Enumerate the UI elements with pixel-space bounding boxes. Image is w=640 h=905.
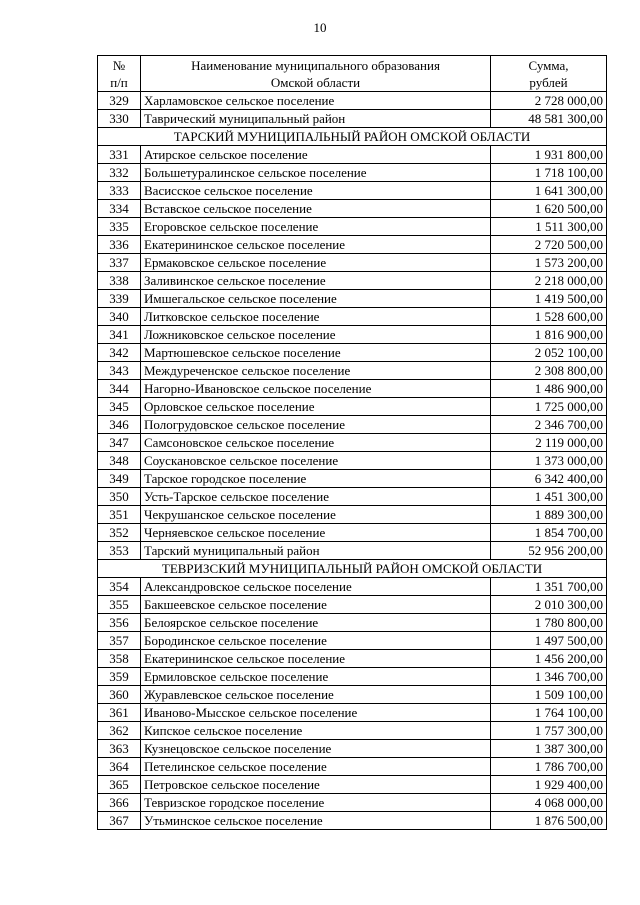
section-title: ТАРСКИЙ МУНИЦИПАЛЬНЫЙ РАЙОН ОМСКОЙ ОБЛАСТИ xyxy=(98,128,607,146)
row-number: 349 xyxy=(98,470,141,488)
amount-rubles: 1 456 200,00 xyxy=(491,650,607,668)
amount-rubles: 1 757 300,00 xyxy=(491,722,607,740)
table-row xyxy=(98,704,607,722)
table-row xyxy=(98,254,607,272)
municipality-name: Александровское сельское поселение xyxy=(141,578,491,596)
municipality-name: Вставское сельское поселение xyxy=(141,200,491,218)
municipality-name: Пологрудовское сельское поселение xyxy=(141,416,491,434)
table-row xyxy=(98,614,607,632)
table-row xyxy=(98,146,607,164)
amount-rubles: 1 718 100,00 xyxy=(491,164,607,182)
table-row xyxy=(98,308,607,326)
row-number: 333 xyxy=(98,182,141,200)
section-header-row xyxy=(98,560,607,578)
row-number: 339 xyxy=(98,290,141,308)
amount-rubles: 6 342 400,00 xyxy=(491,470,607,488)
amount-rubles: 1 486 900,00 xyxy=(491,380,607,398)
table-row xyxy=(98,452,607,470)
municipality-name: Таврический муниципальный район xyxy=(141,110,491,128)
municipality-name: Журавлевское сельское поселение xyxy=(141,686,491,704)
row-number: 361 xyxy=(98,704,141,722)
amount-rubles: 1 509 100,00 xyxy=(491,686,607,704)
municipality-name: Иваново-Мысское сельское поселение xyxy=(141,704,491,722)
amount-rubles: 1 387 300,00 xyxy=(491,740,607,758)
municipality-name: Черняевское сельское поселение xyxy=(141,524,491,542)
municipality-name: Междуреченское сельское поселение xyxy=(141,362,491,380)
row-number: 342 xyxy=(98,344,141,362)
table-row xyxy=(98,758,607,776)
table-row xyxy=(98,344,607,362)
amount-rubles: 1 786 700,00 xyxy=(491,758,607,776)
header-sum-line2: рублей xyxy=(529,74,568,90)
municipality-name: Атирское сельское поселение xyxy=(141,146,491,164)
row-number: 347 xyxy=(98,434,141,452)
header-name xyxy=(141,56,491,92)
row-number: 367 xyxy=(98,812,141,830)
municipality-name: Тевризское городское поселение xyxy=(141,794,491,812)
table-body xyxy=(98,92,607,830)
header-sum xyxy=(491,56,607,92)
row-number: 357 xyxy=(98,632,141,650)
row-number: 334 xyxy=(98,200,141,218)
table-row xyxy=(98,362,607,380)
row-number: 332 xyxy=(98,164,141,182)
table-row xyxy=(98,686,607,704)
row-number: 360 xyxy=(98,686,141,704)
municipality-name: Кипское сельское поселение xyxy=(141,722,491,740)
amount-rubles: 1 929 400,00 xyxy=(491,776,607,794)
municipality-name: Чекрушанское сельское поселение xyxy=(141,506,491,524)
table-row xyxy=(98,236,607,254)
table-row xyxy=(98,434,607,452)
table-row xyxy=(98,488,607,506)
amount-rubles: 1 725 000,00 xyxy=(491,398,607,416)
row-number: 363 xyxy=(98,740,141,758)
allocation-table xyxy=(97,55,607,830)
municipality-name: Большетуралинское сельское поселение xyxy=(141,164,491,182)
table-row xyxy=(98,272,607,290)
amount-rubles: 1 497 500,00 xyxy=(491,632,607,650)
municipality-name: Петровское сельское поселение xyxy=(141,776,491,794)
row-number: 330 xyxy=(98,110,141,128)
table-row xyxy=(98,740,607,758)
municipality-name: Васисское сельское поселение xyxy=(141,182,491,200)
amount-rubles: 1 528 600,00 xyxy=(491,308,607,326)
table-row xyxy=(98,470,607,488)
municipality-name: Тарское городское поселение xyxy=(141,470,491,488)
municipality-name: Петелинское сельское поселение xyxy=(141,758,491,776)
row-number: 359 xyxy=(98,668,141,686)
amount-rubles: 1 451 300,00 xyxy=(491,488,607,506)
municipality-name: Ермаковское сельское поселение xyxy=(141,254,491,272)
row-number: 354 xyxy=(98,578,141,596)
table-row xyxy=(98,812,607,830)
municipality-name: Егоровское сельское поселение xyxy=(141,218,491,236)
section-header-row xyxy=(98,128,607,146)
amount-rubles: 2 052 100,00 xyxy=(491,344,607,362)
section-title: ТЕВРИЗСКИЙ МУНИЦИПАЛЬНЫЙ РАЙОН ОМСКОЙ ОБЛАСТИ xyxy=(98,560,607,578)
row-number: 329 xyxy=(98,92,141,110)
row-number: 348 xyxy=(98,452,141,470)
amount-rubles: 1 764 100,00 xyxy=(491,704,607,722)
municipality-name: Имшегальское сельское поселение xyxy=(141,290,491,308)
row-number: 346 xyxy=(98,416,141,434)
municipality-name: Белоярское сельское поселение xyxy=(141,614,491,632)
municipality-name: Тарский муниципальный район xyxy=(141,542,491,560)
row-number: 336 xyxy=(98,236,141,254)
table-row xyxy=(98,578,607,596)
amount-rubles: 2 728 000,00 xyxy=(491,92,607,110)
municipality-name: Ермиловское сельское поселение xyxy=(141,668,491,686)
row-number: 353 xyxy=(98,542,141,560)
municipality-name: Усть-Тарское сельское поселение xyxy=(141,488,491,506)
amount-rubles: 1 373 000,00 xyxy=(491,452,607,470)
municipality-name: Нагорно-Ивановское сельское поселение xyxy=(141,380,491,398)
amount-rubles: 2 346 700,00 xyxy=(491,416,607,434)
row-number: 343 xyxy=(98,362,141,380)
amount-rubles: 1 346 700,00 xyxy=(491,668,607,686)
amount-rubles: 1 854 700,00 xyxy=(491,524,607,542)
row-number: 355 xyxy=(98,596,141,614)
row-number: 335 xyxy=(98,218,141,236)
table-row xyxy=(98,722,607,740)
row-number: 350 xyxy=(98,488,141,506)
municipality-name: Екатерининское сельское поселение xyxy=(141,650,491,668)
row-number: 352 xyxy=(98,524,141,542)
row-number: 331 xyxy=(98,146,141,164)
row-number: 345 xyxy=(98,398,141,416)
amount-rubles: 48 581 300,00 xyxy=(491,110,607,128)
table-row xyxy=(98,110,607,128)
header-name-line2: Омской области xyxy=(270,74,361,90)
table-row xyxy=(98,92,607,110)
header-name-line1: Наименование муниципального образования xyxy=(191,57,440,73)
row-number: 337 xyxy=(98,254,141,272)
row-number: 341 xyxy=(98,326,141,344)
table-row xyxy=(98,218,607,236)
amount-rubles: 2 308 800,00 xyxy=(491,362,607,380)
header-number-line2: п/п xyxy=(110,74,128,90)
amount-rubles: 1 641 300,00 xyxy=(491,182,607,200)
table-row xyxy=(98,632,607,650)
header-sum-line1: Сумма, xyxy=(528,57,569,73)
municipality-name: Бакшеевское сельское поселение xyxy=(141,596,491,614)
amount-rubles: 1 931 800,00 xyxy=(491,146,607,164)
row-number: 338 xyxy=(98,272,141,290)
municipality-name: Мартюшевское сельское поселение xyxy=(141,344,491,362)
municipality-name: Соускановское сельское поселение xyxy=(141,452,491,470)
amount-rubles: 1 889 300,00 xyxy=(491,506,607,524)
row-number: 365 xyxy=(98,776,141,794)
municipality-name: Утьминское сельское поселение xyxy=(141,812,491,830)
municipality-name: Харламовское сельское поселение xyxy=(141,92,491,110)
amount-rubles: 1 511 300,00 xyxy=(491,218,607,236)
table-row xyxy=(98,164,607,182)
municipality-name: Литковское сельское поселение xyxy=(141,308,491,326)
table-row xyxy=(98,524,607,542)
municipality-name: Кузнецовское сельское поселение xyxy=(141,740,491,758)
table-row xyxy=(98,650,607,668)
municipality-name: Орловское сельское поселение xyxy=(141,398,491,416)
header-number-line1: № xyxy=(112,57,126,73)
page-number: 10 xyxy=(313,20,327,35)
amount-rubles: 2 720 500,00 xyxy=(491,236,607,254)
amount-rubles: 1 351 700,00 xyxy=(491,578,607,596)
table-row xyxy=(98,776,607,794)
amount-rubles: 2 119 000,00 xyxy=(491,434,607,452)
table-row xyxy=(98,506,607,524)
row-number: 351 xyxy=(98,506,141,524)
amount-rubles: 1 620 500,00 xyxy=(491,200,607,218)
row-number: 358 xyxy=(98,650,141,668)
table-row xyxy=(98,200,607,218)
table-row xyxy=(98,326,607,344)
table-row xyxy=(98,668,607,686)
table-row xyxy=(98,398,607,416)
header-row xyxy=(98,56,607,92)
amount-rubles: 1 876 500,00 xyxy=(491,812,607,830)
amount-rubles: 1 780 800,00 xyxy=(491,614,607,632)
municipality-name: Екатерининское сельское поселение xyxy=(141,236,491,254)
municipality-name: Бородинское сельское поселение xyxy=(141,632,491,650)
table-row xyxy=(98,290,607,308)
table-row xyxy=(98,794,607,812)
municipality-name: Ложниковское сельское поселение xyxy=(141,326,491,344)
amount-rubles: 4 068 000,00 xyxy=(491,794,607,812)
row-number: 366 xyxy=(98,794,141,812)
municipality-name: Самсоновское сельское поселение xyxy=(141,434,491,452)
table-row xyxy=(98,416,607,434)
row-number: 356 xyxy=(98,614,141,632)
amount-rubles: 2 010 300,00 xyxy=(491,596,607,614)
table-row xyxy=(98,380,607,398)
amount-rubles: 1 419 500,00 xyxy=(491,290,607,308)
table-row xyxy=(98,542,607,560)
row-number: 344 xyxy=(98,380,141,398)
row-number: 340 xyxy=(98,308,141,326)
amount-rubles: 1 573 200,00 xyxy=(491,254,607,272)
amount-rubles: 1 816 900,00 xyxy=(491,326,607,344)
header-number xyxy=(98,56,141,92)
municipality-name: Заливинское сельское поселение xyxy=(141,272,491,290)
row-number: 362 xyxy=(98,722,141,740)
table-row xyxy=(98,596,607,614)
table-row xyxy=(98,182,607,200)
amount-rubles: 2 218 000,00 xyxy=(491,272,607,290)
table-header xyxy=(98,56,607,92)
row-number: 364 xyxy=(98,758,141,776)
amount-rubles: 52 956 200,00 xyxy=(491,542,607,560)
